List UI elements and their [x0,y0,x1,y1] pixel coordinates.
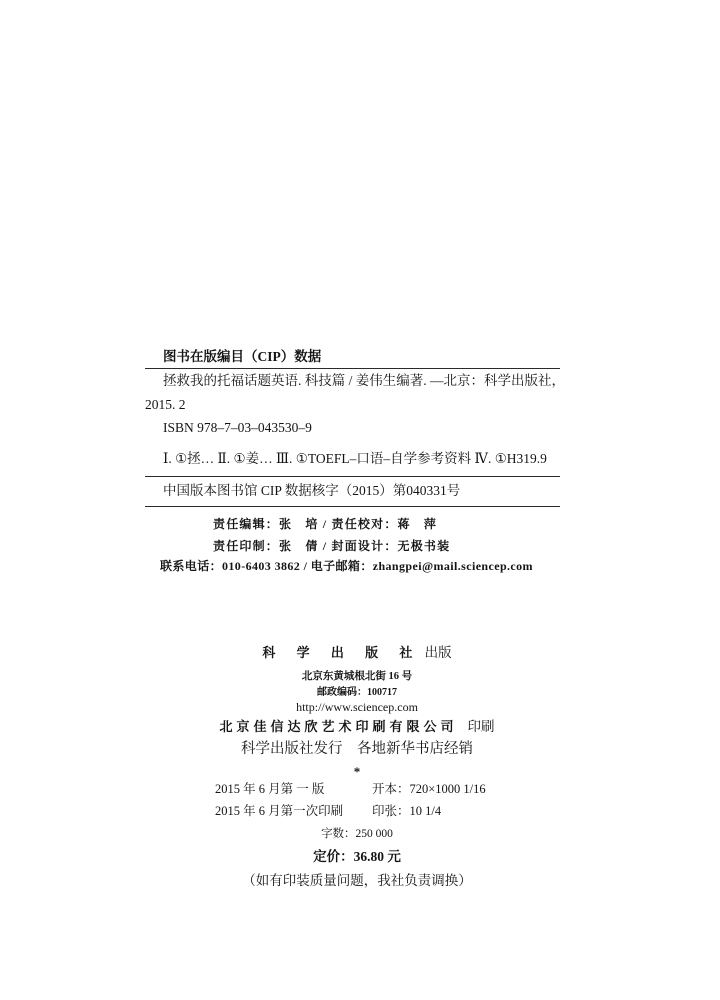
separator-asterisk: * [353,764,361,779]
edition-price: 定价：36.80 元 [313,849,401,864]
publisher-role: 出版 [424,645,452,660]
distribution-line: 科学出版社发行 各地新华书店经销 [241,741,473,757]
publisher-line [0,645,714,661]
edition-word-count: 字数：250 000 [321,828,393,840]
cip-bottom-rule [145,506,560,507]
printer-name: 北京佳信达欣艺术印刷有限公司 [219,719,458,734]
edition-date: 2015 年 6 月第 一 版 [215,782,325,796]
cip-number: 中国版本图书馆 CIP 数据核字（2015）第040331号 [163,483,461,498]
cip-date: 2015. 2 [145,397,186,412]
credits-print-cover: 责任印制：张 倩 / 封面设计：无极书装 [213,539,451,553]
edition-format: 开本：720×1000 1/16 [372,782,486,796]
publisher-postcode: 邮政编码：100717 [317,687,397,698]
edition-printing: 2015 年 6 月第一次印刷 [215,804,344,818]
publisher-website: http://www.sciencep.com [296,700,418,714]
cip-title: 图书在版编目（CIP）数据 [163,349,322,364]
publisher-address: 北京东黄城根北街 16 号 [301,671,413,682]
credits-editor-proofreader: 责任编辑：张 培 / 责任校对：蒋 萍 [213,517,438,531]
edition-sheets: 印张：10 1/4 [372,804,442,818]
cip-classification: Ⅰ. ①拯… Ⅱ. ①姜… Ⅲ. ①TOEFL–口语–自学参考资料 Ⅳ. ①H319.9 [163,451,547,466]
credits-contact: 联系电话：010-6403 3862 / 电子邮箱：zhangpei@mail.sciencep.com [160,559,533,573]
quality-notice: （如有印装质量问题，我社负责调换） [242,873,472,888]
printer-line [0,719,714,735]
cip-top-rule [145,368,560,369]
cip-isbn: ISBN 978–7–03–043530–9 [163,420,312,435]
cip-description: 拯救我的托福话题英语. 科技篇 / 姜伟生编著. —北京：科学出版社， [163,373,565,388]
publisher-name: 科 学 出 版 社 [262,645,422,660]
printer-role: 印刷 [467,719,495,734]
cip-middle-rule [145,476,560,477]
